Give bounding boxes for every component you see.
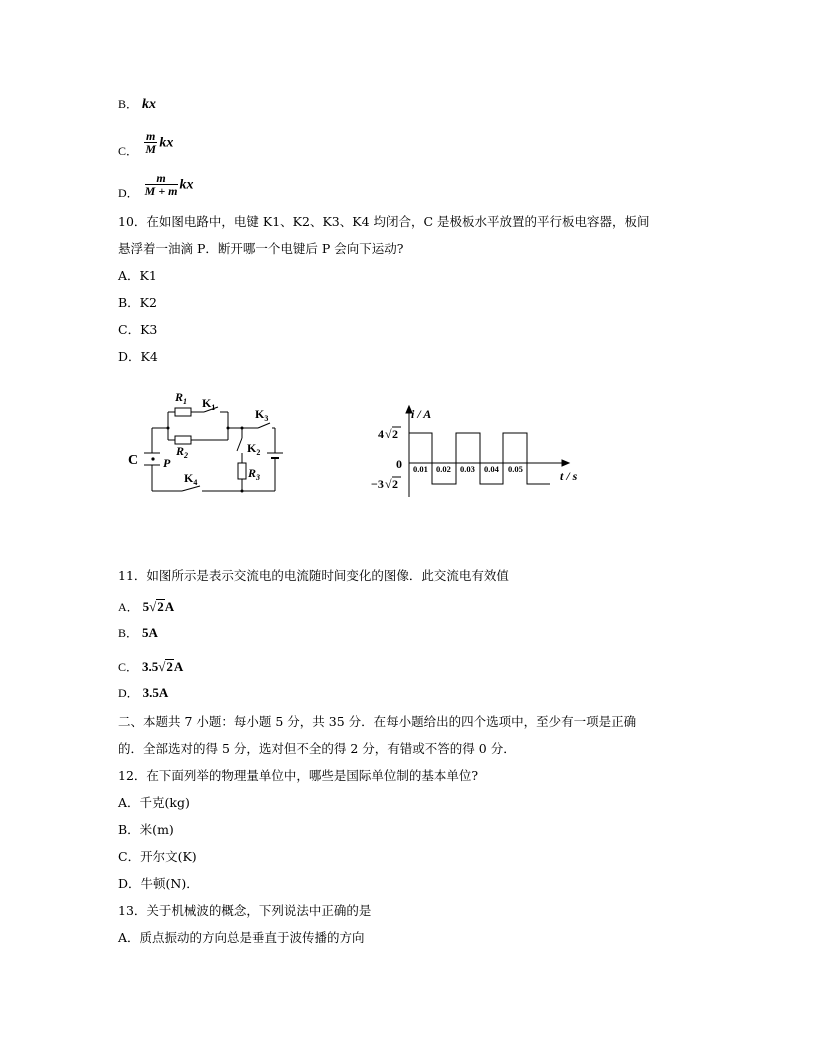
option-value: 5√2A [142,599,175,614]
option-letter: C． [118,660,139,674]
option-letter: D． [118,185,139,200]
svg-text:2: 2 [392,477,398,491]
current-waveform [409,433,550,484]
label-r3: $R_3$ [248,466,261,482]
resistor-r3 [238,463,246,479]
option-expression: kx [179,177,194,193]
q11-option-b [118,625,158,641]
tick-label: 0.03 [460,464,475,474]
label-k4: $K_4$ [184,471,198,487]
x-axis-arrow [562,460,569,466]
label-r2: $R_2$ [176,444,189,460]
option-expression: kx [159,135,174,151]
label-k2: $K_2$ [247,441,261,457]
svg-text:√: √ [385,427,392,441]
label-c: C [128,453,139,468]
svg-text:−3: −3 [371,477,384,491]
svg-text:2: 2 [392,427,398,441]
resistor-r2 [175,436,191,444]
option-letter: C． [118,143,139,158]
q12-stem: 12．在下面列举的物理量单位中，哪些是国际单位制的基本单位? [118,768,479,783]
option-letter: D． [118,686,139,700]
q10-option-a: A．K1 [118,268,157,283]
svg-text:4: 4 [378,427,384,441]
tick-label: 0.01 [413,464,428,474]
section-2-instructions-line-2: 的．全部选对的得 5 分，选对但不全的得 2 分，有错或不答的得 0 分． [118,741,516,756]
q12-option-a: A．千克(kg) [118,795,190,810]
q13-stem: 13．关于机械波的概念，下列说法中正确的是 [118,903,372,918]
label-k3: $K_3$ [255,407,269,423]
option-expression: kx [142,97,156,112]
circuit-diagram [120,385,300,500]
q12-option-d: D．牛顿(N)． [118,876,199,891]
tick-label: 0.02 [436,464,451,474]
y-positive-label [378,427,401,441]
fraction-numerator: m [145,172,178,185]
option-value: 5A [142,625,158,640]
q10-stem-line-2: 悬浮着一油滴 P．断开哪一个电键后 P 会向下运动? [118,241,404,256]
current-time-graph [365,400,590,505]
label-r1: $R_1$ [175,390,188,406]
q10-option-c: C．K3 [118,322,158,337]
option-letter: B． [118,626,139,640]
label-k1: $K_1$ [202,396,216,412]
fraction-denominator: M + m [144,184,178,198]
fraction-denominator: M [145,142,156,156]
q11-option-a [118,599,174,615]
resistor-r1 [175,408,191,416]
q12-option-b: B．米(m) [118,822,174,837]
option-value: 3.5√2A [142,659,184,674]
oil-drop [151,457,154,460]
tick-label: 0.04 [484,464,499,474]
fraction-numerator: m [146,129,156,143]
option-letter: B． [118,97,139,111]
switch-k2 [237,438,242,451]
section-2-instructions-line-1: 二、本题共 7 小题：每小题 5 分，共 35 分．在每小题给出的四个选项中，至少有一项是正确 [118,714,637,729]
q9-option-b [118,96,156,113]
x-axis-label: t / s [560,469,578,483]
q13-option-a: A．质点振动的方向总是垂直于波传播的方向 [118,930,365,945]
option-value: 3.5A [142,685,169,700]
q11-option-d [118,685,168,701]
q9-option-c [118,130,173,156]
fraction [145,172,178,198]
y-axis-label: i / A [411,407,432,421]
q10-option-d: D．K4 [118,349,158,364]
label-p: P [163,456,171,470]
tick-label: 0.05 [508,464,523,474]
svg-text:√: √ [385,477,392,491]
q11-option-c [118,659,183,675]
q10-stem-line-1: 10．在如图电路中，电键 K1、K2、K3、K4 均闭合，C 是极板水平放置的平行板电容器，板间 [118,214,650,229]
q12-option-c: C．开尔文(K) [118,849,197,864]
q11-stem: 11．如图所示是表示交流电的电流随时间变化的图像．此交流电有效值 [118,568,509,583]
fraction [144,130,157,156]
origin-label: 0 [396,457,402,471]
y-negative-label [371,477,401,491]
switch-k3 [258,423,270,428]
q10-option-b: B．K2 [118,295,157,310]
q9-option-d [118,172,194,198]
option-letter: A． [118,600,139,614]
